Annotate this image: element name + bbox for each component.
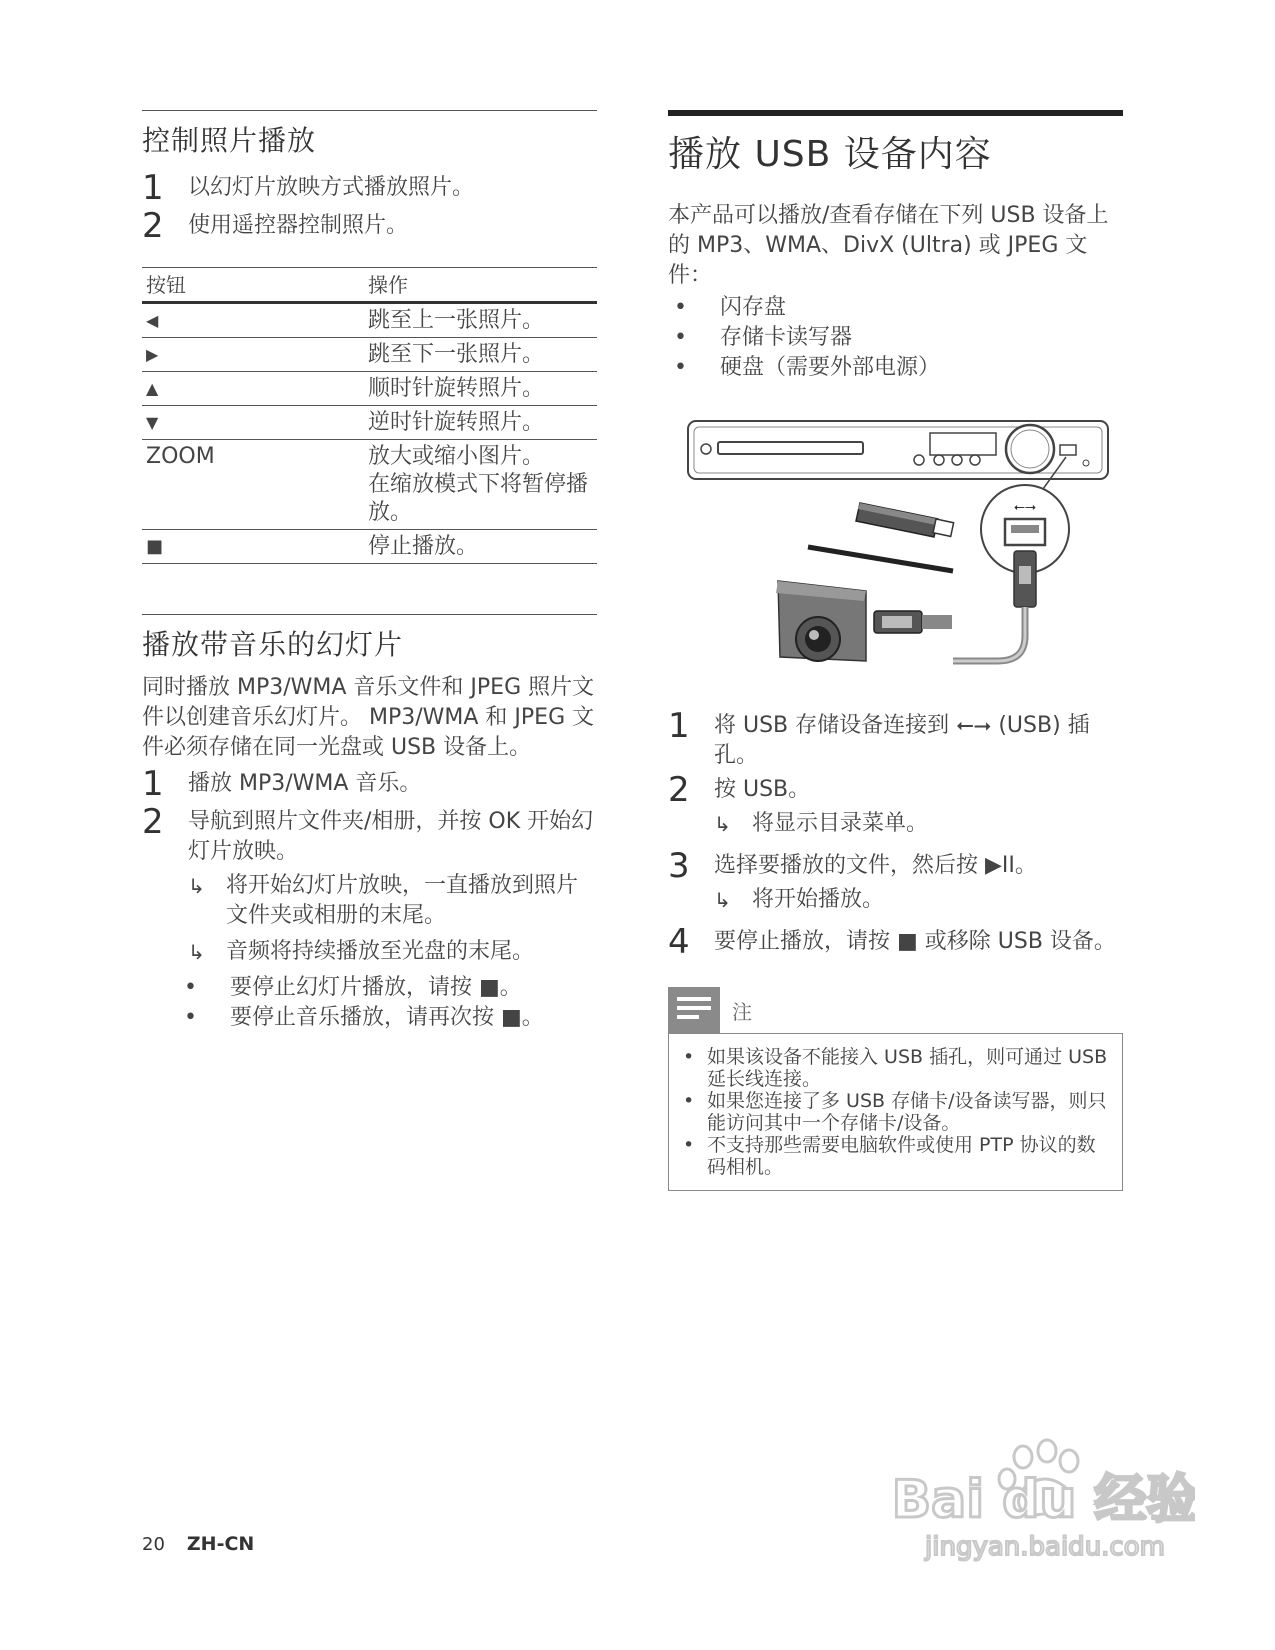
step-text: 导航到照片文件夹/相册，并按 OK 开始幻灯片放映。 [188,809,594,864]
note-item [679,1134,1108,1178]
result-line [714,885,1123,915]
step-number: 1 [142,764,164,804]
table-row [142,372,597,406]
note-item-text: 如果该设备不能接入 USB 插孔，则可通过 USB 延长线连接。 [707,1046,1108,1090]
usb-port-zoom-callout [953,457,1069,661]
step-2 [668,771,1123,809]
column-header-action: 操作 [364,268,597,303]
table-row [142,440,597,530]
separator-line [808,547,953,571]
step-1 [142,169,597,207]
action-cell: 顺时针旋转照片。 [364,372,597,406]
table-header-row [142,268,597,303]
page-number: 20 [142,1534,165,1555]
right-column [668,110,1123,1191]
page-title: 播放 USB 设备内容 [668,134,992,175]
step-2 [142,803,597,867]
step-3 [668,847,1123,885]
step-number: 3 [668,846,690,886]
result-line [188,937,597,967]
digital-camera [776,581,952,661]
note-item [679,1090,1108,1134]
step-number: 1 [668,706,690,746]
result-text: 将开始播放。 [752,887,885,912]
list-item [668,293,1123,323]
step-1 [142,765,597,803]
action-cell: 跳至下一张照片。 [364,338,597,372]
step-1 [668,707,1123,771]
button-cell: ▼ [142,406,364,440]
baidu-watermark [895,1435,1195,1575]
note-header [668,987,1123,1033]
list-item-text: 要停止音乐播放，请再次按 ■。 [230,1005,544,1030]
result-text: 将开始幻灯片放映，一直播放到照片文件夹或相册的末尾。 [226,873,579,928]
watermark-brand: Bai du 经验 [895,1470,1195,1530]
list-item [142,1003,597,1033]
button-cell: ◀ [142,303,364,338]
list-item-text: 闪存盘 [720,295,787,320]
button-cell: ▶ [142,338,364,372]
step-number: 1 [142,168,164,208]
result-arrow-icon: ↳ [714,812,731,836]
list-item-text: 存储卡读写器 [720,325,853,350]
left-column [142,110,597,1033]
step-4 [668,923,1123,961]
step-number: 2 [142,802,164,842]
language-code: ZH-CN [186,1533,255,1555]
note-box [668,1033,1123,1191]
step-text: 播放 MP3/WMA 音乐。 [188,771,422,796]
table-row [142,530,597,564]
bullet-dot: • [674,355,687,380]
table-row [142,338,597,372]
step-text: 使用遥控器控制照片。 [188,213,409,238]
result-arrow-icon: ↳ [188,874,205,898]
section-title-music-slideshow: 播放带音乐的幻灯片 [142,628,404,661]
step-text: 将 USB 存储设备连接到 ⭠⭢ (USB) 插孔。 [714,713,1090,768]
column-header-button: 按钮 [142,268,364,303]
button-cell: ▲ [142,372,364,406]
button-cell: ZOOM [142,440,364,530]
step-2 [142,207,597,245]
result-text: 音频将持续播放至光盘的末尾。 [226,939,535,964]
action-cell: 停止播放。 [364,530,597,564]
bullet-dot: • [184,1005,197,1030]
svg-text:⭠⭢: ⭠⭢ [1013,499,1037,515]
action-cell: 跳至上一张照片。 [364,303,597,338]
step-text: 要停止播放，请按 ■ 或移除 USB 设备。 [714,929,1116,954]
table-row [142,406,597,440]
bullet-dot: • [683,1134,695,1156]
bullet-dot: • [184,975,197,1000]
usb-connection-illustration [668,411,1123,691]
section-divider-heavy [668,110,1123,116]
result-text: 将显示目录菜单。 [752,811,929,836]
home-theater-player [688,421,1108,479]
note-item-text: 如果您连接了多 USB 存储卡/设备读写器，则只能访问其中一个存储卡/设备。 [707,1090,1107,1134]
note-icon [668,987,720,1033]
step-text: 按 USB。 [714,777,811,802]
usb-flash-drive [856,503,954,537]
section-divider [142,614,597,615]
step-number: 2 [142,206,164,246]
result-line [188,871,597,931]
step-number: 4 [668,922,690,962]
list-item [668,353,1123,383]
intro-paragraph: 本产品可以播放/查看存储在下列 USB 设备上的 MP3、WMA、DivX (Ultra) 或 JPEG 文件： [668,203,1109,288]
section-divider [142,110,597,111]
list-item [142,973,597,1003]
step-text: 以幻灯片放映方式播放照片。 [188,175,475,200]
step-text: 选择要播放的文件，然后按 ▶II。 [714,853,1037,878]
step-number: 2 [668,770,690,810]
list-item-text: 硬盘（需要外部电源） [720,355,941,380]
bullet-dot: • [674,325,687,350]
result-line [714,809,1123,839]
list-item [668,323,1123,353]
note-item-text: 不支持那些需要电脑软件或使用 PTP 协议的数码相机。 [707,1134,1096,1178]
bullet-dot: • [683,1046,695,1068]
bullet-dot: • [674,295,687,320]
note-label: 注 [732,999,752,1024]
intro-paragraph: 同时播放 MP3/WMA 音乐文件和 JPEG 照片文件以创建音乐幻灯片。 MP3/WMA 和 JPEG 文件必须存储在同一光盘或 USB 设备上。 [142,675,595,760]
page-footer [142,1533,254,1555]
result-arrow-icon: ↳ [714,888,731,912]
watermark-url: jingyan.baidu.com [925,1532,1165,1562]
table-row [142,303,597,338]
bullet-dot: • [683,1090,695,1112]
baidu-paw-logo [895,1435,1195,1575]
action-cell: 放大或缩小图片。 在缩放模式下将暂停播放。 [364,440,597,530]
list-item-text: 要停止幻灯片播放，请按 ■。 [230,975,522,1000]
button-cell: ■ [142,530,364,564]
section-title-photo-control: 控制照片播放 [142,124,317,157]
result-arrow-icon: ↳ [188,940,205,964]
note-item [679,1046,1108,1090]
photo-control-table [142,267,597,564]
action-cell: 逆时针旋转照片。 [364,406,597,440]
